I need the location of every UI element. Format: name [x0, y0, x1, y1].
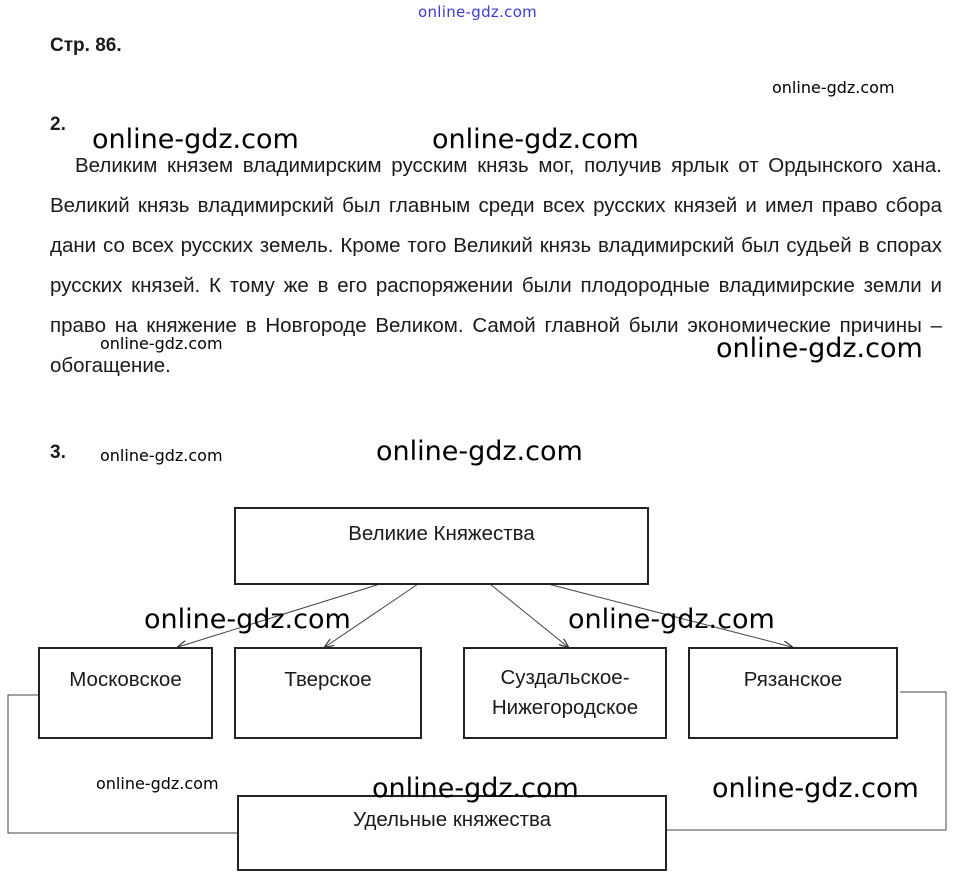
watermark: online-gdz.com [92, 124, 299, 155]
appanage-principalities-label: Удельные княжества [352, 808, 552, 831]
page-reference: Стр. 86. [50, 35, 122, 56]
task-2-text: Великим князем владимирским русским князь мог, получив ярлык от Ордынского хана. Великий князь владимирский был главным среди всех русских князей и имел право сбора дани со всех русских земель. Кроме того Великий князь владимирский был судьей в спорах русских князей. К тому же в его распоряжении были плодородные владимирские земли и право на княжение в Новгороде Великом. Самой главной были экономические причины – обогащение. [50, 154, 942, 377]
principality-label: Суздальское-Нижегородское [491, 666, 639, 719]
watermark: online-gdz.com [568, 604, 775, 635]
principality-box-ryazan [688, 647, 898, 739]
task-3-number: 3. [50, 442, 66, 463]
principality-box-suzdal [463, 647, 667, 739]
watermark: online-gdz.com [100, 446, 223, 465]
watermark: online-gdz.com [712, 773, 919, 804]
watermark: online-gdz.com [376, 436, 583, 467]
arrow-to-suzdal [490, 584, 568, 647]
principality-label: Московское [69, 668, 182, 691]
great-principalities-label: Великие Княжества [348, 522, 535, 545]
watermark: online-gdz.com [432, 124, 639, 155]
principality-label: Рязанское [743, 668, 843, 691]
watermark: online-gdz.com [96, 774, 219, 793]
task-2-number: 2. [50, 114, 66, 135]
principality-label: Тверское [284, 668, 372, 691]
watermark: online-gdz.com [144, 604, 351, 635]
watermark-top: online-gdz.com [418, 3, 538, 21]
principality-box-moscow [38, 647, 213, 739]
appanage-principalities-box [237, 795, 667, 871]
principality-box-tver [234, 647, 422, 739]
watermark: online-gdz.com [100, 334, 223, 353]
watermark: online-gdz.com [772, 78, 895, 97]
watermark: online-gdz.com [716, 333, 923, 364]
great-principalities-box [234, 507, 649, 585]
watermark: online-gdz.com [372, 773, 579, 804]
